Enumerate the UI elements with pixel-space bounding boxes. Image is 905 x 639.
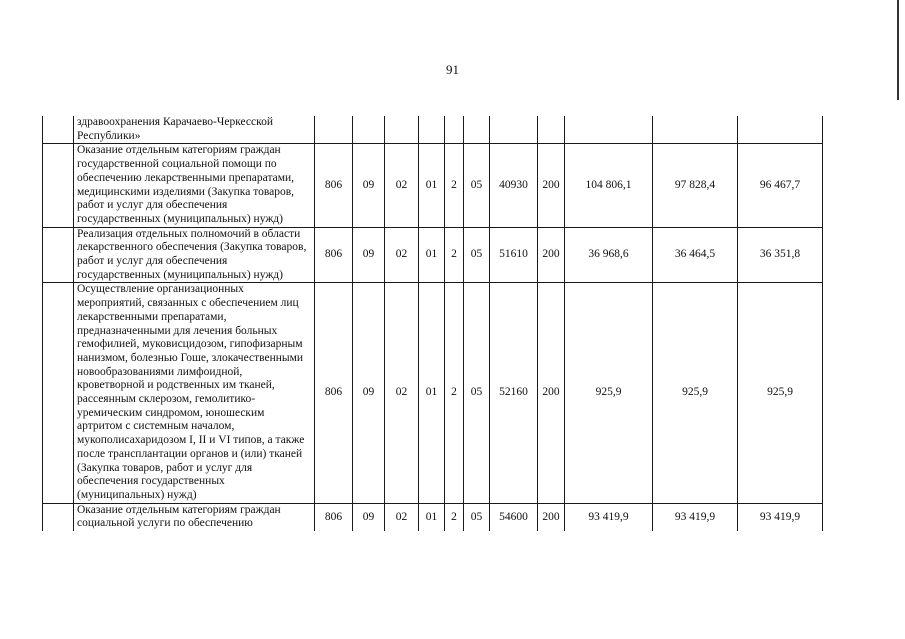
subsection-code-cell: 02 bbox=[385, 283, 419, 503]
row-marker-cell bbox=[43, 227, 74, 283]
expense-type-cell: 200 bbox=[538, 144, 565, 227]
budget-table bbox=[42, 116, 823, 531]
ministry-code-cell bbox=[315, 116, 353, 144]
table-body bbox=[43, 116, 823, 531]
table-row bbox=[43, 227, 823, 283]
activity-code-cell: 05 bbox=[464, 503, 490, 531]
description-cell: здравоохранения Карачаево-Черкесской Республики» bbox=[74, 116, 315, 144]
amount-year3-cell bbox=[738, 116, 823, 144]
table-row bbox=[43, 116, 823, 144]
description-cell: Оказание отдельным категориям граждан социальной услуги по обеспечению bbox=[74, 503, 315, 531]
section-code-cell: 09 bbox=[353, 283, 385, 503]
table-row bbox=[43, 283, 823, 503]
direction-code-cell: 54600 bbox=[490, 503, 538, 531]
page-number: 91 bbox=[446, 62, 459, 77]
row-marker-cell bbox=[43, 116, 74, 144]
activity-code-cell bbox=[464, 116, 490, 144]
program-code-cell bbox=[419, 116, 445, 144]
amount-year3-cell: 96 467,7 bbox=[738, 144, 823, 227]
amount-year1-cell: 93 419,9 bbox=[565, 503, 653, 531]
amount-year3-cell: 36 351,8 bbox=[738, 227, 823, 283]
direction-code-cell: 51610 bbox=[490, 227, 538, 283]
section-code-cell: 09 bbox=[353, 503, 385, 531]
subsection-code-cell: 02 bbox=[385, 144, 419, 227]
description-cell: Оказание отдельным категориям граждан государственной социальной помощи по обеспечению лекарственными препаратами, медицинскими изделиями (Закупка товаров, работ и услуг для обеспечения государственных (муниципальных) нужд) bbox=[74, 144, 315, 227]
activity-code-cell: 05 bbox=[464, 227, 490, 283]
expense-type-cell: 200 bbox=[538, 283, 565, 503]
activity-code-cell: 05 bbox=[464, 144, 490, 227]
subprogram-code-cell: 2 bbox=[445, 283, 464, 503]
description-cell: Осуществление организационных мероприятий, связанных с обеспечением лиц лекарственными препаратами, предназначенными для лечения больных гемофилией, муковисцидозом, гипофизарным нанизмом, болезнью Гоше, злокачественными новообразованиями лимфоидной, кроветворной и родственных им тканей, рассеянным склерозом, гемолитико-уремическим синдромом, юношеским артритом с системным началом, мукополисахаридозом I, II и VI типов, а также после трансплантации органов и (или) тканей (Закупка товаров, работ и услуг для обеспечения государственных (муниципальных) нужд) bbox=[74, 283, 315, 503]
program-code-cell: 01 bbox=[419, 227, 445, 283]
amount-year1-cell: 925,9 bbox=[565, 283, 653, 503]
amount-year1-cell: 104 806,1 bbox=[565, 144, 653, 227]
expense-type-cell: 200 bbox=[538, 227, 565, 283]
subprogram-code-cell: 2 bbox=[445, 503, 464, 531]
program-code-cell: 01 bbox=[419, 283, 445, 503]
subprogram-code-cell bbox=[445, 116, 464, 144]
activity-code-cell: 05 bbox=[464, 283, 490, 503]
description-cell: Реализация отдельных полномочий в области лекарственного обеспечения (Закупка товаров, работ и услуг для обеспечения государственных (муниципальных) нужд) bbox=[74, 227, 315, 283]
expense-type-cell: 200 bbox=[538, 503, 565, 531]
amount-year2-cell: 93 419,9 bbox=[653, 503, 738, 531]
ministry-code-cell: 806 bbox=[315, 144, 353, 227]
row-marker-cell bbox=[43, 503, 74, 531]
amount-year2-cell: 36 464,5 bbox=[653, 227, 738, 283]
scan-edge bbox=[897, 0, 899, 100]
subsection-code-cell: 02 bbox=[385, 503, 419, 531]
row-marker-cell bbox=[43, 283, 74, 503]
table-row bbox=[43, 144, 823, 227]
section-code-cell bbox=[353, 116, 385, 144]
direction-code-cell: 40930 bbox=[490, 144, 538, 227]
row-marker-cell bbox=[43, 144, 74, 227]
direction-code-cell bbox=[490, 116, 538, 144]
program-code-cell: 01 bbox=[419, 144, 445, 227]
table-row bbox=[43, 503, 823, 531]
ministry-code-cell: 806 bbox=[315, 227, 353, 283]
amount-year2-cell: 925,9 bbox=[653, 283, 738, 503]
program-code-cell: 01 bbox=[419, 503, 445, 531]
section-code-cell: 09 bbox=[353, 227, 385, 283]
subprogram-code-cell: 2 bbox=[445, 227, 464, 283]
subsection-code-cell: 02 bbox=[385, 227, 419, 283]
subprogram-code-cell: 2 bbox=[445, 144, 464, 227]
amount-year1-cell: 36 968,6 bbox=[565, 227, 653, 283]
expense-type-cell bbox=[538, 116, 565, 144]
section-code-cell: 09 bbox=[353, 144, 385, 227]
amount-year3-cell: 93 419,9 bbox=[738, 503, 823, 531]
amount-year3-cell: 925,9 bbox=[738, 283, 823, 503]
amount-year2-cell: 97 828,4 bbox=[653, 144, 738, 227]
subsection-code-cell bbox=[385, 116, 419, 144]
ministry-code-cell: 806 bbox=[315, 283, 353, 503]
ministry-code-cell: 806 bbox=[315, 503, 353, 531]
amount-year1-cell bbox=[565, 116, 653, 144]
direction-code-cell: 52160 bbox=[490, 283, 538, 503]
amount-year2-cell bbox=[653, 116, 738, 144]
